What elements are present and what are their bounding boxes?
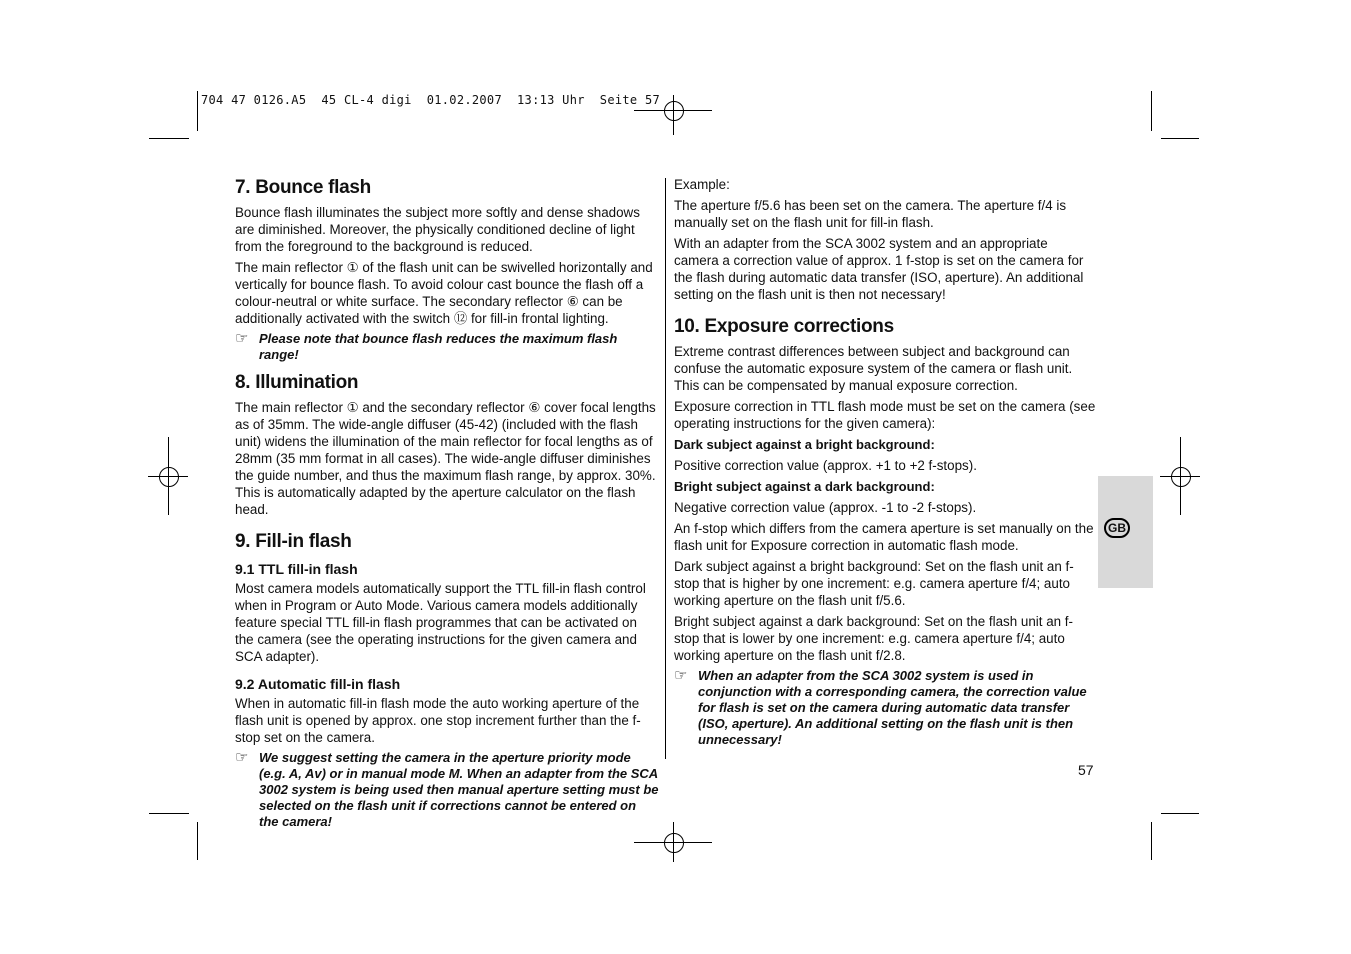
section-9-1-title: 9.1 TTL fill-in flash <box>235 561 358 577</box>
bright-subject-label: Bright subject against a dark background: <box>674 479 935 494</box>
pointing-hand-icon: ☞ <box>674 667 688 684</box>
column-divider <box>665 178 666 759</box>
section-7-p1: Bounce flash illuminates the subject more softly and dense shadows are diminished. Moreover, the physically conditioned decline of light from the foreground to the background is reduced. <box>235 205 640 254</box>
section-7-title: 7. Bounce flash <box>235 177 371 198</box>
example-label: Example: <box>674 177 730 192</box>
section-9-title: 9. Fill-in flash <box>235 531 352 552</box>
pointing-hand-icon: ☞ <box>235 749 249 766</box>
page-number: 57 <box>1078 762 1094 778</box>
pointing-hand-icon: ☞ <box>235 330 249 347</box>
section-8-p1: The main reflector ① and the secondary reflector ⑥ cover focal lengths as of 35mm. The wide-angle diffuser (45-42) (included with the flash unit) widens the illumination of the main reflector for focal lengths as of 28mm (35 mm format in all cases). The wide-angle diffuser diminishes the guide number, and thus the maximum flash range, by approx. 30%. This is automatically adapted by the aperture calculator on the flash head. <box>235 400 656 517</box>
bright-subject-text: Negative correction value (approx. -1 to -2 f-stops). <box>674 500 977 515</box>
section-10-p5: Bright subject against a dark background: Set on the flash unit an f-stop that is lower by one increment: e.g. camera aperture f/4; auto working aperture on the flash unit f/2.8. <box>674 614 1073 663</box>
example-p1: The aperture f/5.6 has been set on the camera. The aperture f/4 is manually set on the flash unit for fill-in flash. <box>674 198 1067 230</box>
dark-subject-text: Positive correction value (approx. +1 to +2 f-stops). <box>674 458 977 473</box>
section-7-p2: The main reflector ① of the flash unit can be swivelled horizontally and vertically for bounce flash. To avoid colour cast bounce the flash off a colour-neutral or white surface. The secondary reflector ⑥ can be additionally activated with the switch ⑫ for fill-in frontal lighting. <box>235 260 653 326</box>
language-badge: GB <box>1104 518 1130 538</box>
right-column <box>674 176 1096 752</box>
section-9-note-text: We suggest setting the camera in the aperture priority mode (e.g. A, Av) or in manual mode M. When an adapter from the SCA 3002 system is being used then manual aperture setting must be selected on the flash unit if corrections cannot be entered on the camera! <box>259 750 659 829</box>
section-10-title: 10. Exposure corrections <box>674 316 894 337</box>
section-7-note <box>235 331 659 363</box>
section-9-2-title: 9.2 Automatic fill-in flash <box>235 676 401 692</box>
section-10-note <box>674 668 1096 748</box>
dark-subject-label: Dark subject against a bright background: <box>674 437 935 452</box>
section-8-title: 8. Illumination <box>235 372 359 393</box>
left-column <box>235 176 659 834</box>
section-10-p3: An f-stop which differs from the camera aperture is set manually on the flash unit for Exposure correction in automatic flash mode. <box>674 521 1094 553</box>
section-9-1-p: Most camera models automatically support the TTL fill-in flash control when in Program or Auto Mode. Various camera models additionally feature special TTL fill-in flash programmes that can be activated on the camera (see the operating instructions for the given camera and SCA adapter). <box>235 581 646 664</box>
example-p2: With an adapter from the SCA 3002 system and an appropriate camera a correction value of approx. 1 f-stop is set on the camera for the flash during automatic data transfer (ISO, aperture). An additional setting on the flash unit is then not necessary! <box>674 236 1084 302</box>
section-10-p4: Dark subject against a bright background: Set on the flash unit an f-stop that is higher by one increment: e.g. camera aperture f/4; auto working aperture on the flash unit f/5.6. <box>674 559 1074 608</box>
print-slug: 704 47 0126.A5 45 CL-4 digi 01.02.2007 13:13 Uhr Seite 57 <box>201 93 661 107</box>
section-10-note-text: When an adapter from the SCA 3002 system is used in conjunction with a corresponding camera, the correction value for flash is set on the camera during automatic data transfer (ISO, aperture). An additional setting on the flash unit is then unnecessary! <box>698 668 1087 747</box>
section-9-2-p: When in automatic fill-in flash mode the auto working aperture of the flash unit is opened by approx. one stop increment further than the f-stop set on the camera. <box>235 696 641 745</box>
section-10-p1: Extreme contrast differences between subject and background can confuse the automatic exposure system of the camera or flash unit. This can be compensated by manual exposure correction. <box>674 344 1073 393</box>
section-9-note <box>235 750 659 830</box>
section-10-p2: Exposure correction in TTL flash mode must be set on the camera (see operating instructions for the given camera): <box>674 399 1096 431</box>
section-7-note-text: Please note that bounce flash reduces the maximum flash range! <box>259 331 618 362</box>
